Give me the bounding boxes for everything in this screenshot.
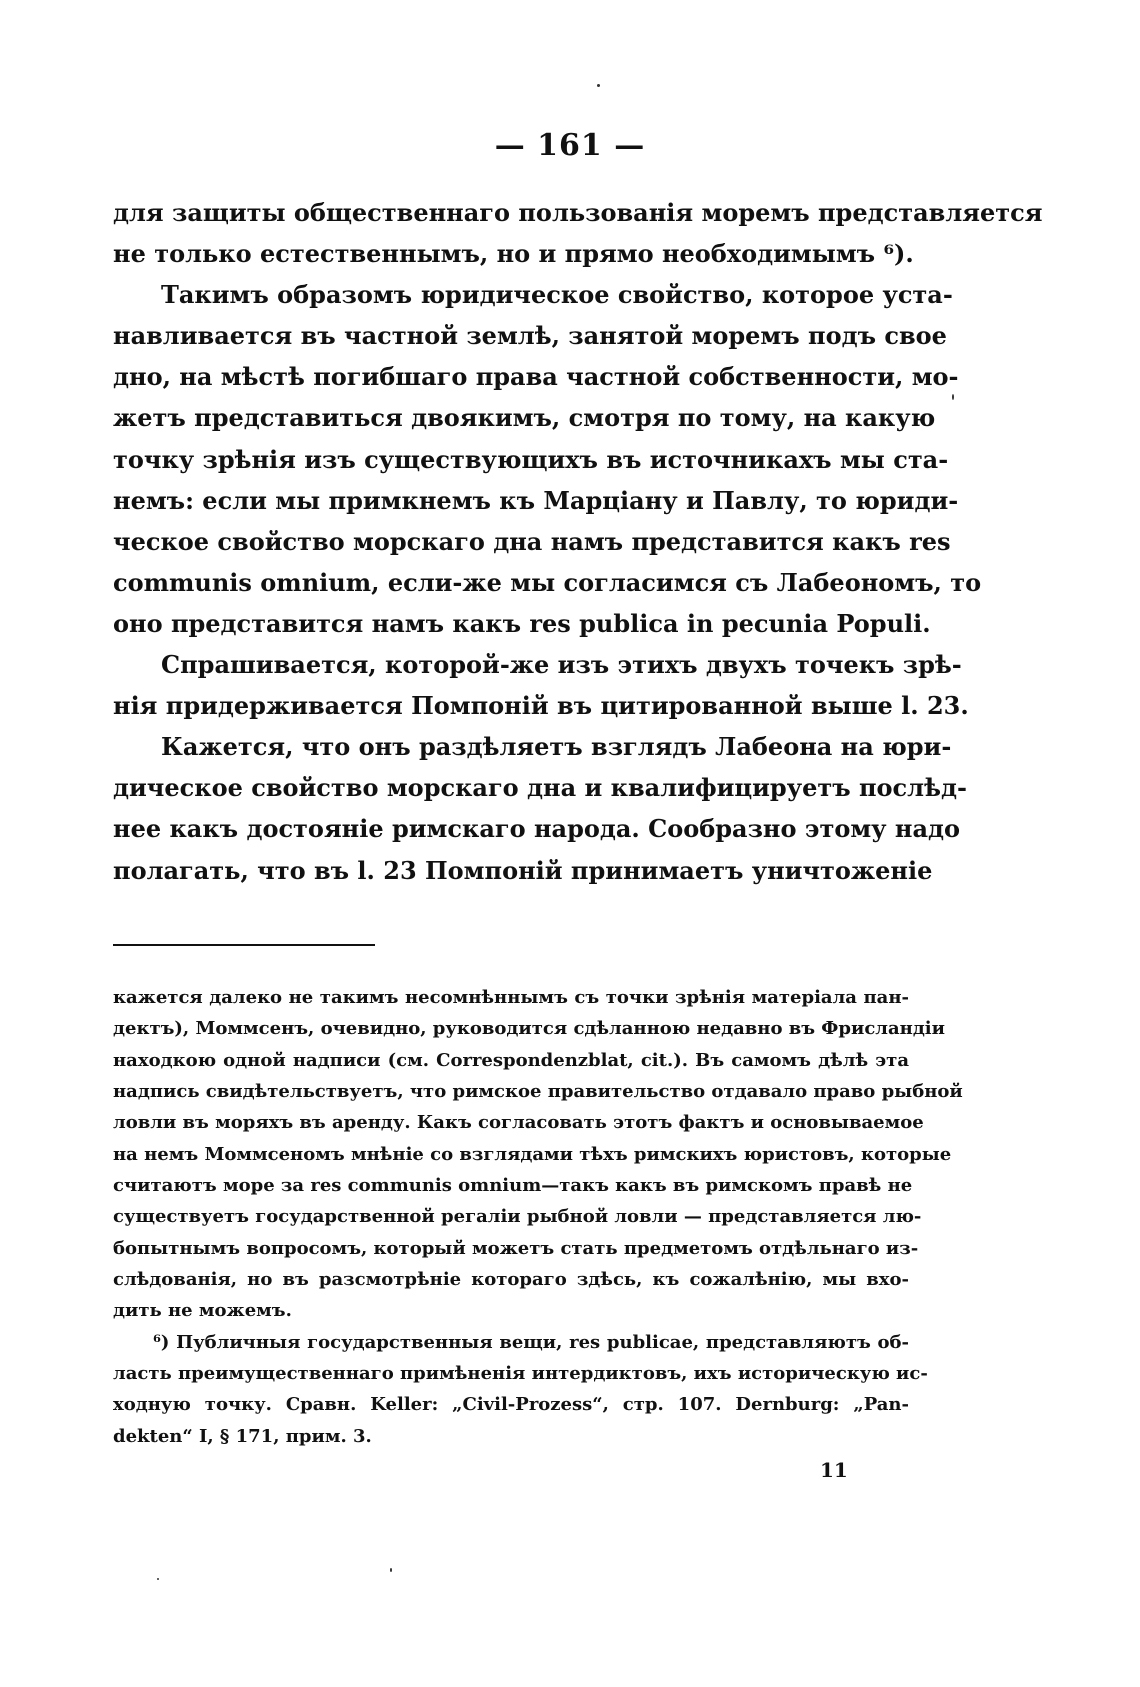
footnote-line: бопытнымъ вопросомъ, который можетъ стать предметомъ отдѣльнаго из- xyxy=(113,1237,919,1259)
page-number: — 161 — xyxy=(494,128,646,163)
text-line: немъ: если мы примкнемъ къ Марціану и Павлу, то юриди- xyxy=(113,485,959,515)
text-line: навливается въ частной землѣ, занятой моремъ подъ свое xyxy=(113,321,947,351)
footnote-line: существуетъ государственной регаліи рыбной ловли — представляется лю- xyxy=(113,1206,922,1228)
text-line: Спрашивается, которой-же изъ этихъ двухъ точекъ зрѣ- xyxy=(161,650,962,680)
print-speck xyxy=(952,394,954,400)
footnote-line: считаютъ море за res communis omnium—такъ какъ въ римскомъ правѣ не xyxy=(113,1175,913,1197)
footnote-line: слѣдованія, но въ разсмотрѣніе котораго здѣсь, къ сожалѣнію, мы вхо- xyxy=(113,1269,909,1291)
footnote-line: дить не можемъ. xyxy=(113,1300,292,1322)
footnote-line: кажется далеко не такимъ несомнѣннымъ съ точки зрѣнія матеріала пан- xyxy=(113,987,909,1008)
text-line: точку зрѣнія изъ существующихъ въ источникахъ мы ста- xyxy=(113,444,949,474)
print-speck xyxy=(157,1578,159,1580)
footnote-line: dekten“ I, § 171, прим. 3. xyxy=(113,1425,372,1447)
footnote-line: ходную точку. Сравн. Keller: „Civil-Prozess“, стр. 107. Dernburg: „Pan- xyxy=(113,1394,909,1416)
footnotes-block xyxy=(113,982,963,1452)
main-text-block xyxy=(113,192,1043,891)
footnote-line: ловли въ моряхъ въ аренду. Какъ согласовать этотъ фактъ и основываемое xyxy=(113,1112,924,1134)
footnote-line: дектъ), Моммсенъ, очевидно, руководится сдѣланною недавно въ Фрисландіи xyxy=(113,1018,945,1040)
text-line: Кажется, что онъ раздѣляетъ взглядъ Лабеона на юри- xyxy=(161,732,952,762)
text-line: не только естественнымъ, но и прямо необходимымъ ⁶). xyxy=(113,239,914,269)
text-line: для защиты общественнаго пользованія моремъ представляется xyxy=(113,198,1043,227)
footnote-separator xyxy=(113,944,375,946)
footnote-line: ласть преимущественнаго примѣненія интердиктовъ, ихъ историческую ис- xyxy=(113,1363,928,1385)
footnote-line: надпись свидѣтельствуетъ, что римское правительство отдавало право рыбной xyxy=(113,1081,963,1103)
text-line: communis omnium, если-же мы согласимся съ Лабеономъ, то xyxy=(113,567,982,597)
text-line: нее какъ достояніе римскаго народа. Сообразно этому надо xyxy=(113,814,961,844)
text-line: дическое свойство морскаго дна и квалифицируетъ послѣд- xyxy=(113,773,967,803)
text-line: нія придерживается Помпоній въ цитированной выше l. 23. xyxy=(113,691,969,721)
signature-mark: 11 xyxy=(820,1458,848,1482)
text-line: полагать, что въ l. 23 Помпоній принимаетъ уничтоженіе xyxy=(113,855,933,885)
text-line: Такимъ образомъ юридическое свойство, которое уста- xyxy=(161,280,953,310)
print-speck xyxy=(597,84,600,87)
footnote-line: на немъ Моммсеномъ мнѣніе со взглядами тѣхъ римскихъ юристовъ, которые xyxy=(113,1143,952,1165)
footnote-line: ⁶) Публичныя государственныя вещи, res publicae, представляютъ об- xyxy=(153,1331,909,1353)
footnote-line: находкою одной надписи (см. Correspondenzblat, cit.). Въ самомъ дѣлѣ эта xyxy=(113,1049,909,1071)
text-line: жетъ представиться двоякимъ, смотря по тому, на какую xyxy=(113,403,936,433)
text-line: ческое свойство морскаго дна намъ представится какъ res xyxy=(113,526,951,556)
text-line: оно представится намъ какъ res publica in pecunia Populi. xyxy=(113,608,931,638)
text-line: дно, на мѣстѣ погибшаго права частной собственности, мо- xyxy=(113,362,959,392)
print-speck xyxy=(390,1568,392,1572)
